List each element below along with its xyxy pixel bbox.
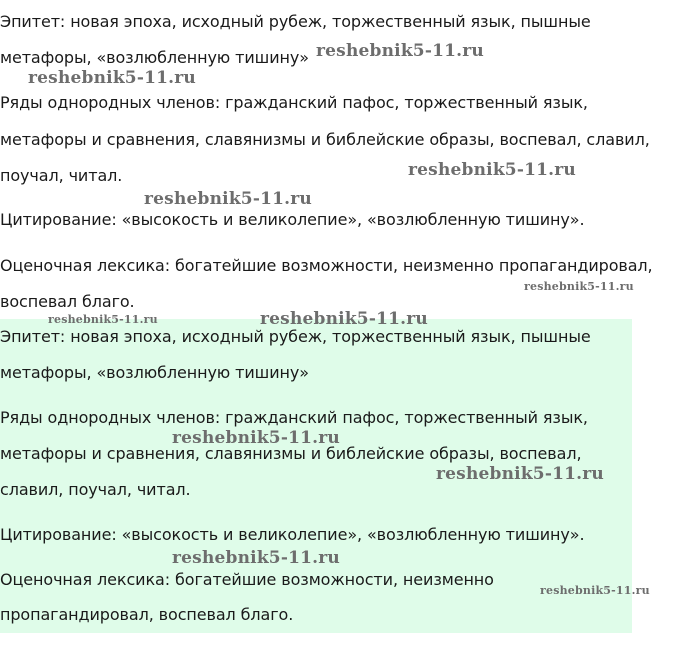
watermark: reshebnik5-11.ru	[144, 189, 312, 209]
text-line: Эпитет: новая эпоха, исходный рубеж, торжественный язык, пышные	[0, 327, 591, 346]
text-line: Ряды однородных членов: гражданский пафос, торжественный язык,	[0, 93, 588, 112]
text-line: Оценочная лексика: богатейшие возможности, неизменно пропагандировал,	[0, 256, 653, 275]
text-line: пропагандировал, воспевал благо.	[0, 605, 294, 624]
watermark: reshebnik5-11.ru	[260, 309, 428, 329]
text-line: метафоры и сравнения, славянизмы и библейские образы, воспевал, славил,	[0, 130, 650, 149]
watermark: reshebnik5-11.ru	[524, 280, 634, 293]
text-line: славил, поучал, читал.	[0, 480, 191, 499]
text-line: Цитирование: «высокость и великолепие», «возлюбленную тишину».	[0, 210, 585, 229]
watermark: reshebnik5-11.ru	[172, 428, 340, 448]
text-line: метафоры, «возлюбленную тишину»	[0, 48, 309, 67]
watermark: reshebnik5-11.ru	[172, 548, 340, 568]
watermark: reshebnik5-11.ru	[28, 68, 196, 88]
text-line: метафоры и сравнения, славянизмы и библейские образы, воспевал,	[0, 444, 582, 463]
watermark: reshebnik5-11.ru	[48, 313, 158, 326]
watermark: reshebnik5-11.ru	[540, 584, 650, 597]
watermark: reshebnik5-11.ru	[436, 464, 604, 484]
watermark: reshebnik5-11.ru	[408, 160, 576, 180]
text-line: метафоры, «возлюбленную тишину»	[0, 363, 309, 382]
text-line: Цитирование: «высокость и великолепие», «возлюбленную тишину».	[0, 525, 585, 544]
watermark: reshebnik5-11.ru	[316, 41, 484, 61]
text-line: поучал, читал.	[0, 166, 123, 185]
text-line: Ряды однородных членов: гражданский пафос, торжественный язык,	[0, 408, 588, 427]
text-line: Эпитет: новая эпоха, исходный рубеж, торжественный язык, пышные	[0, 12, 591, 31]
text-line: воспевал благо.	[0, 292, 135, 311]
text-line: Оценочная лексика: богатейшие возможности, неизменно	[0, 570, 494, 589]
